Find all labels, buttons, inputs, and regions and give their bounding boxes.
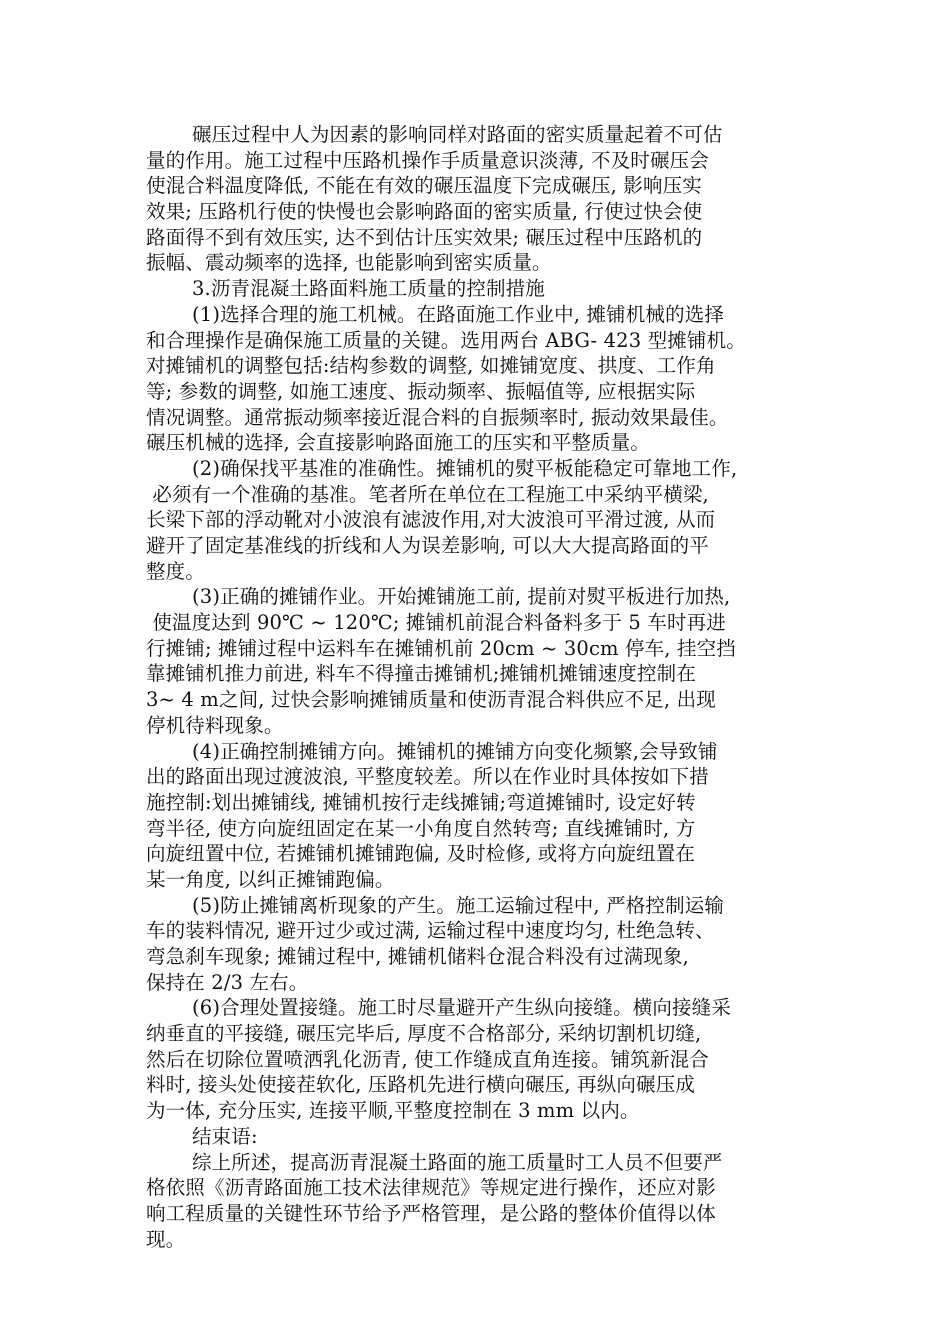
text-line: (6)合理处置接缝。施工时尽量避开产生纵向接缝。横向接缝采 [192, 996, 731, 1020]
text-line: 碾压机械的选择, 会直接影响路面施工的压实和平整质量。 [146, 431, 650, 455]
text-line: 然后在切除位置喷洒乳化沥青, 使工作缝成直角连接。铺筑新混合 [146, 1047, 709, 1071]
text-line: 响工程质量的关键性环节给予严格管理，是公路的整体价值得以体 [146, 1201, 716, 1225]
text-line: 等; 参数的调整, 如施工速度、振动频率、振幅值等, 应根据实际 [146, 379, 696, 403]
text-line: 避开了固定基准线的折线和人为误差影响, 可以大大提高路面的平 [146, 534, 709, 557]
text-line: 整度。 [146, 559, 205, 583]
text-line: 靠摊铺机推力前进, 料车不得撞击摊铺机;摊铺机摊铺速度控制在 [146, 662, 696, 686]
text-line: (1)选择合理的施工机械。在路面施工作业中, 摊铺机械的选择 [192, 302, 725, 326]
text-line: 行摊铺; 摊铺过程中运料车在摊铺机前 20cm ~ 30cm 停车, 挂空挡 [146, 636, 736, 660]
text-line: 出的路面出现过渡波浪, 平整度较差。所以在作业时具体按如下措 [146, 765, 709, 789]
text-line: 振幅、震动频率的选择, 也能影响到密实质量。 [146, 251, 552, 275]
text-line: 现。 [146, 1227, 186, 1251]
text-line: 必须有一个准确的基准。笔者所在单位在工程施工中采纳平横梁, [146, 482, 709, 506]
text-line: 长梁下部的浮动靴对小波浪有滤波作用,对大波浪可平滑过渡, 从而 [146, 508, 716, 532]
text-line: (2)确保找平基准的准确性。摊铺机的熨平板能稳定可靠地工作, [192, 456, 738, 480]
text-line: 停机待料现象。 [146, 713, 284, 737]
document-body [146, 122, 810, 1252]
text-line: 纳垂直的平接缝, 碾压完毕后, 厚度不合格部分, 采纳切割机切缝, [146, 1022, 702, 1046]
text-line: 和合理操作是确保施工质量的关键。选用两台 ABG- 423 型摊铺机。 [146, 328, 746, 352]
text-line: (5)防止摊铺离析现象的产生。施工运输过程中, 严格控制运输 [192, 893, 725, 917]
text-line: 车的装料情况, 避开过少或过满, 运输过程中速度均匀, 杜绝急转、 [146, 919, 715, 943]
text-line: 某一角度, 以纠正摊铺跑偏。 [146, 867, 395, 891]
text-line: 保持在 2/3 左右。 [146, 970, 309, 994]
text-line: 效果; 压路机行使的快慢也会影响路面的密实质量, 行使过快会使 [146, 200, 703, 224]
text-line: 向旋纽置中位, 若摊铺机摊铺跑偏, 及时检修, 或将方向旋纽置在 [146, 842, 695, 866]
text-line: 弯急刹车现象; 摊铺过程中, 摊铺机储料仓混合料没有过满现象, [146, 945, 690, 968]
text-line: 料时, 接头处使接茬软化, 压路机先进行横向碾压, 再纵向碾压成 [146, 1073, 695, 1097]
text-line: 碾压过程中人为因素的影响同样对路面的密实质量起着不可估 [192, 123, 723, 146]
text-line: 综上所述，提高沥青混凝土路面的施工质量时工人员不但要严 [192, 1150, 723, 1174]
text-line: 格依照《沥青路面施工技术法律规范》等规定进行操作，还应对影 [146, 1176, 716, 1200]
text-line: 情况调整。通常振动频率接近混合料的自振频率时, 振动效果最佳。 [146, 405, 729, 429]
text-line: 使温度达到 90℃ ~ 120℃; 摊铺机前混合料备料多于 5 车时再进 [146, 611, 726, 635]
text-line: (4)正确控制摊铺方向。摊铺机的摊铺方向变化频繁,会导致铺 [192, 739, 718, 763]
text-line: 施控制:划出摊铺线, 摊铺机按行走线摊铺;弯道摊铺时, 设定好转 [146, 790, 696, 814]
text-line: (3)正确的摊铺作业。开始摊铺施工前, 提前对熨平板进行加热, [192, 585, 731, 609]
text-line: 使混合料温度降低, 不能在有效的碾压温度下完成碾压, 影响压实 [146, 174, 702, 198]
text-line: 3~ 4 m之间, 过快会影响摊铺质量和使沥青混合料供应不足, 出现 [146, 688, 716, 712]
text-line: 对摊铺机的调整包括:结构参数的调整, 如摊铺宽度、拱度、工作角 [146, 354, 716, 378]
text-line: 结束语: [192, 1124, 258, 1148]
text-line: 3.沥青混凝土路面料施工质量的控制措施 [192, 277, 545, 301]
text-line: 路面得不到有效压实, 达不到估计压实效果; 碾压过程中压路机的 [146, 225, 703, 249]
text-line: 为一体, 充分压实, 连接平顺,平整度控制在 3 mm 以内。 [146, 1099, 640, 1123]
text-line: 弯半径, 使方向旋纽固定在某一小角度自然转弯; 直线摊铺时, 方 [146, 816, 696, 840]
text-line: 量的作用。施工过程中压路机操作手质量意识淡薄, 不及时碾压会 [146, 148, 709, 172]
